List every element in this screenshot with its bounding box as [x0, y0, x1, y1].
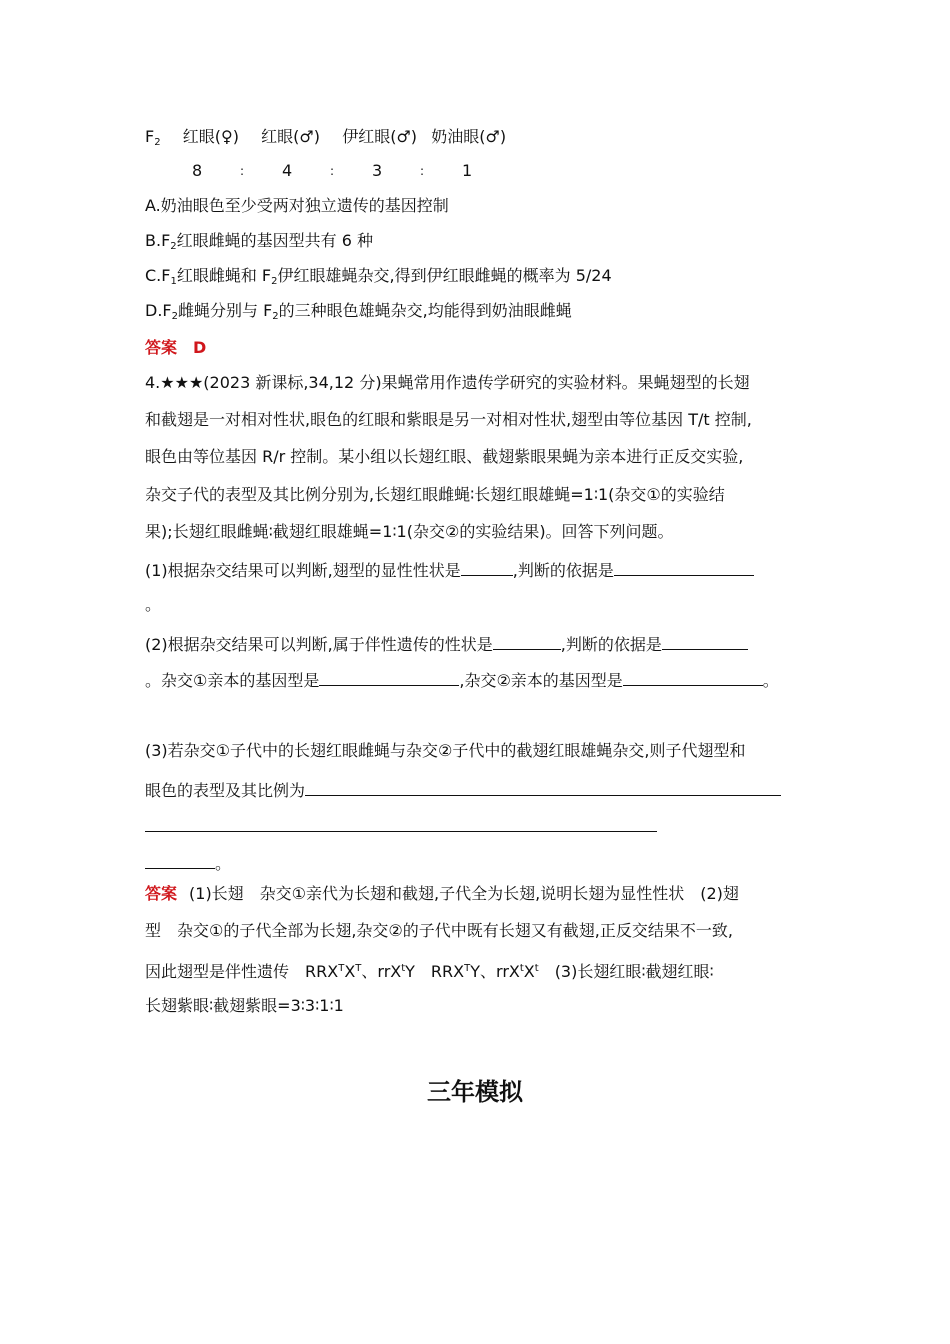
answer-blank[interactable]: [614, 557, 754, 576]
option-d: $D.F_2$雌蝇分别与 $F_2$的三种眼色雄蝇杂交,均能得到奶油眼雌蝇: [145, 301, 572, 322]
answer-q4-line: 答案 (1)长翅 杂交①亲代为长翅和截翅,子代全为长翅,说明长翅为显性性状 (2)翅: [145, 884, 739, 903]
answer-blank[interactable]: [305, 777, 781, 796]
answer-blank[interactable]: [493, 631, 561, 650]
section-heading: 三年模拟: [427, 1078, 523, 1106]
q4-stem-line: 杂交子代的表型及其比例分别为,长翅红眼雌蝇∶长翅红眼雄蝇=1∶1(杂交①的实验结: [145, 485, 725, 504]
q4-subquestion-1: (1)根据杂交结果可以判断,翅型的显性性状是 ,判断的依据是: [145, 557, 754, 582]
q4-stem-line: 眼色由等位基因 R/r 控制。某小组以长翅红眼、截翅紫眼果蝇为亲本进行正反交实验,: [145, 447, 744, 466]
answer-value: D: [193, 338, 207, 357]
answer-label: 答案: [145, 338, 178, 357]
answer-blank[interactable]: [145, 850, 215, 869]
q4-subquestion-2-cont: 。杂交①亲本的基因型是 ,杂交②亲本的基因型是 。: [145, 667, 779, 692]
phenotype-red-female: 红眼(♀): [182, 127, 239, 146]
q4-subquestion-3: (3)若杂交①子代中的长翅红眼雌蝇与杂交②子代中的截翅红眼雄蝇杂交,则子代翅型和: [145, 741, 746, 760]
ratio-value: 3: [372, 161, 383, 180]
option-a: A.奶油眼色至少受两对独立遗传的基因控制: [145, 196, 449, 215]
q4-subquestion-2: (2)根据杂交结果可以判断,属于伴性遗传的性状是 ,判断的依据是: [145, 631, 748, 656]
answer-q4-line: 长翅紫眼∶截翅紫眼=3∶3∶1∶1: [145, 996, 344, 1015]
answer-blank-line[interactable]: [145, 831, 657, 832]
phenotype-red-male: 红眼(♂): [261, 127, 321, 146]
ratio-value: 8: [192, 161, 203, 180]
answer-q4-line: 因此翅型是伴性遗传 $RRX^TX^T$、rrX$^t$Y $RRX^TY$、$rrX^tX^t$ (3)长翅红眼∶截翅红眼∶: [145, 962, 714, 981]
ratio-separator: :: [330, 164, 335, 178]
q4-subquestion-1-end: 。: [145, 595, 162, 614]
ratio-value: 4: [282, 161, 293, 180]
answer-blank[interactable]: [623, 667, 763, 686]
answer-blank[interactable]: [319, 667, 459, 686]
ratio-value: 1: [462, 161, 473, 180]
answer-q4-line: 型 杂交①的子代全部为长翅,杂交②的子代中既有长翅又有截翅,正反交结果不一致,: [145, 921, 733, 940]
f2-phenotype-row: [145, 126, 506, 154]
q4-stem-line: 和截翅是一对相对性状,眼色的红眼和紫眼是另一对相对性状,翅型由等位基因 T/t 控制,: [145, 410, 752, 429]
option-c: $C.F_1$红眼雌蝇和 $F_2$伊红眼雄蝇杂交,得到伊红眼雌蝇的概率为 5/24: [145, 266, 612, 287]
phenotype-cream-male: 奶油眼(♂): [431, 127, 507, 146]
q4-subquestion-3-cont: 眼色的表型及其比例为: [145, 777, 781, 802]
answer-label: 答案: [145, 884, 178, 903]
answer-q3: [145, 337, 206, 359]
answer-blank[interactable]: [662, 631, 748, 650]
q4-subquestion-3-end: 。: [145, 850, 231, 875]
ratio-separator: :: [420, 164, 425, 178]
answer-blank[interactable]: [461, 557, 513, 576]
f2-ratio-row: [0, 160, 950, 182]
q4-stem-line: 4.★★★(2023 新课标,34,12 分)果蝇常用作遗传学研究的实验材料。果蝇翅型的长翅: [145, 373, 750, 392]
option-b: $B.F_2$红眼雌蝇的基因型共有 6 种: [145, 231, 373, 252]
phenotype-eosin-male: 伊红眼(♂): [342, 127, 418, 146]
f2-label: $F_2$: [145, 127, 161, 148]
q4-stem-line: 果);长翅红眼雌蝇∶截翅红眼雄蝇=1∶1(杂交②的实验结果)。回答下列问题。: [145, 522, 674, 541]
ratio-separator: :: [240, 164, 245, 178]
